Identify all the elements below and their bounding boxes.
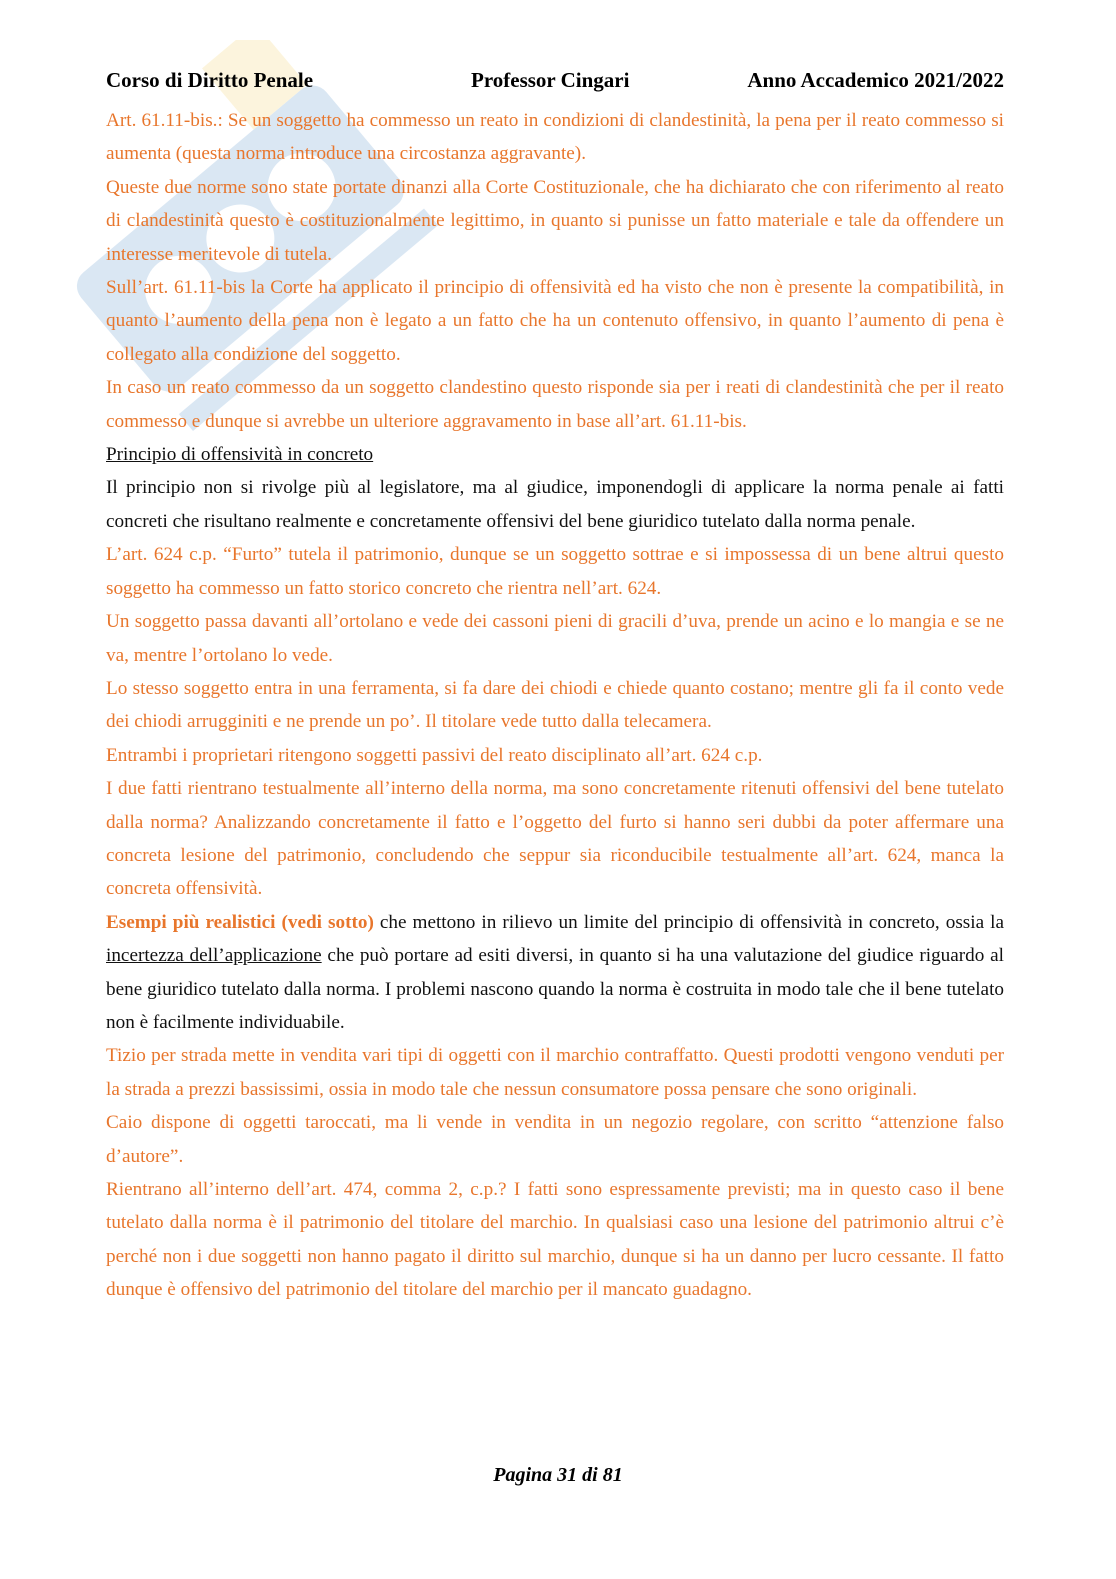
paragraph: Sull’art. 61.11-bis la Corte ha applicato il principio di offensività ed ha visto che non è presente la compatibilità, in quanto l’aumento della pena non è legato a un fatto che ha un contenuto offensivo, in quanto l’aumento di pena è collegato alla condizione del soggetto. [106,277,1004,365]
text-run: che può portare ad esiti diversi, in quanto si ha una valutazione del giudice riguardo al bene giuridico tutelato dalla norma. I problemi nascono quando la norma è costruita in modo tale che il bene tutelato non è facilmente individuabile. [106,945,1004,1033]
paragraph: I due fatti rientrano testualmente all’interno della norma, ma sono concretamente ritenuti offensivi del bene tutelato dalla norma? Analizzando concretamente il fatto e l’oggetto del furto si hanno seri dubbi da poter affermare una concreta lesione del patrimonio, concludendo che seppur sia riconducibile testualmente all’art. 624, manca la concreta offensività. [106,778,1004,900]
page-number: Pagina 31 di 81 [493,1464,623,1486]
paragraph [106,906,1004,1040]
paragraph: In caso un reato commesso da un soggetto clandestino questo risponde sia per i reati di clandestinità che per il reato commesso e dunque si avrebbe un ulteriore aggravamento in base all’art. 61.11-bis. [106,377,1004,432]
paragraph: L’art. 624 c.p. “Furto” tutela il patrimonio, dunque se un soggetto sottrae e si impossessa di un bene altrui questo soggetto ha commesso un fatto storico concreto che rientra nell’art. 624. [106,544,1004,599]
academic-year: Anno Accademico 2021/2022 [747,68,1004,92]
paragraph: Un soggetto passa davanti all’ortolano e vede dei cassoni pieni di gracili d’uva, prende un acino e lo mangia e se ne va, mentre l’ortolano lo vede. [106,611,1004,666]
document-body [106,104,1004,1307]
paragraph: Rientrano all’interno dell’art. 474, comma 2, c.p.? I fatti sono espressamente previsti; ma in questo caso il bene tutelato dalla norma è il patrimonio del titolare del marchio. In qualsiasi caso una lesione del patrimonio altrui c’è perché non i due soggetti non hanno pagato il diritto sul marchio, dunque si ha un danno per lucro cessante. Il fatto dunque è offensivo del patrimonio del titolare del marchio per il mancato guadagno. [106,1179,1004,1301]
section-heading [106,438,1004,471]
paragraph: Il principio non si rivolge più al legislatore, ma al giudice, imponendogli di applicare la norma penale ai fatti concreti che risultano realmente e concretamente offensivi del bene giuridico tutelato dalla norma penale. [106,477,1004,532]
section-heading-text: Principio di offensività in concreto [106,444,374,466]
paragraph: Art. 61.11-bis.: Se un soggetto ha commesso un reato in condizioni di clandestinità, la pena per il reato commesso si aumenta (questa norma introduce una circostanza aggravante). [106,110,1004,165]
text-run: che mettono in rilievo un limite del principio di offensività in concreto, ossia la [373,911,1004,933]
underlined-term: incertezza dell’applicazione [106,945,322,967]
paragraph: Lo stesso soggetto entra in una ferramenta, si fa dare dei chiodi e chiede quanto costano; mentre gli fa il conto vede dei chiodi arrugginiti e ne prende un po’. Il titolare vede tutto dalla telecamera. [106,677,1004,733]
paragraph: Queste due norme sono state portate dinanzi alla Corte Costituzionale, che ha dichiarato che con riferimento al reato di clandestinità questo è costituzionalmente legittimo, in quanto si punisse un fatto materiale e tale da offendere un interesse meritevole di tutela. [106,176,1004,265]
course-title: Corso di Diritto Penale [106,68,314,92]
paragraph: Entrambi i proprietari ritengono soggetti passivi del reato disciplinato all’art. 624 c.p. [106,744,763,766]
paragraph: Tizio per strada mette in vendita vari tipi di oggetti con il marchio contraffatto. Questi prodotti vengono venduti per la strada a prezzi bassissimi, ossia in modo tale che nessun consumatore possa pensare che sono originali. [106,1045,1004,1100]
bold-lead: Esempi più realistici (vedi sotto) [106,911,374,933]
professor-name: Professor Cingari [471,68,630,92]
page-header [106,68,1004,96]
paragraph: Caio dispone di oggetti taroccati, ma li vende in vendita in un negozio regolare, con scritto “attenzione falso d’autore”. [106,1112,1004,1167]
